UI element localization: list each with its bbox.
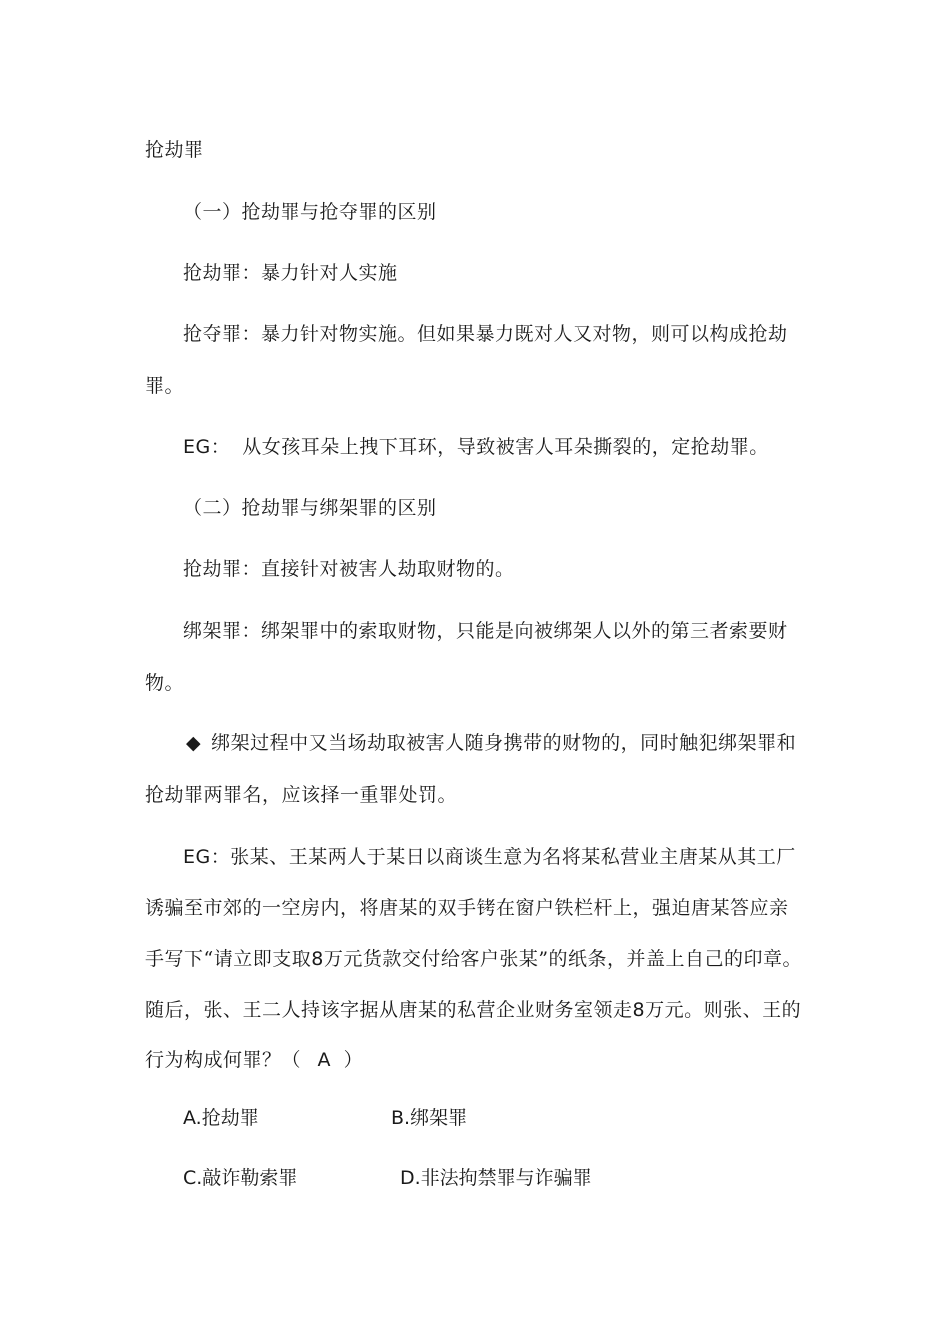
answer-letter: A xyxy=(317,1049,332,1071)
example2-line4-b: 万元。则张、王的 xyxy=(645,999,802,1021)
note-text-line1: 绑架过程中又当场劫取被害人随身携带的财物的，同时触犯绑架罪和 xyxy=(211,732,797,754)
snatching-definition-line2: 罪。 xyxy=(145,375,185,397)
example2-line4 xyxy=(145,998,801,1022)
note-line2: 抢劫罪两罪名，应该择一重罪处罚。 xyxy=(145,784,458,806)
kidnap-definition-line1: 绑架罪：绑架罪中的索取财物，只能是向被绑架人以外的第三者索要财 xyxy=(183,620,788,642)
option-d xyxy=(400,1166,592,1190)
question-prompt: 行为构成何罪？（ xyxy=(145,1049,308,1071)
doc-title: 抢劫罪 xyxy=(145,139,204,161)
section1-heading: （一）抢劫罪与抢夺罪的区别 xyxy=(183,201,437,223)
section2-heading: （二）抢劫罪与绑架罪的区别 xyxy=(183,497,437,519)
option-c-text: 敲诈勒索罪 xyxy=(202,1167,298,1189)
snatching-definition-line1: 抢夺罪：暴力针对物实施。但如果暴力既对人又对物，则可以构成抢劫 xyxy=(183,323,788,345)
option-b-letter: B. xyxy=(391,1107,411,1129)
example2-line2: 诱骗至市郊的一空房内，将唐某的双手铐在窗户铁栏杆上，强迫唐某答应亲 xyxy=(145,897,789,919)
example2-text-line1: 张某、王某两人于某日以商谈生意为名将某私营业主唐某从其工厂 xyxy=(230,846,796,868)
example1-label: EG： xyxy=(183,436,231,458)
option-b xyxy=(391,1106,467,1130)
example2-line3 xyxy=(145,947,802,971)
example2-line3-b: 万元货款交付给客户张某”的纸条，并盖上自己的印章。 xyxy=(323,948,803,970)
example2-line3-a: 手写下“请立即支取 xyxy=(145,948,312,970)
example2-line4-a: 随后，张、王二人持该字据从唐某的私营企业财务室领走 xyxy=(145,999,633,1021)
option-d-text: 非法拘禁罪与诈骗罪 xyxy=(420,1167,592,1189)
example1-text: 从女孩耳朵上拽下耳环，导致被害人耳朵撕裂的，定抢劫罪。 xyxy=(242,436,769,458)
robbery-definition: 抢劫罪：暴力针对人实施 xyxy=(183,262,398,284)
example2-amount-2: 8 xyxy=(632,999,646,1021)
bullet-icon: ◆ xyxy=(186,732,202,754)
note-line1 xyxy=(186,731,796,755)
example1 xyxy=(183,435,769,459)
example2-line1 xyxy=(183,845,796,869)
option-d-letter: D. xyxy=(400,1167,421,1189)
example2-label: EG： xyxy=(183,846,231,868)
example2-amount: 8 xyxy=(311,948,324,970)
option-b-text: 绑架罪 xyxy=(410,1107,468,1129)
option-c xyxy=(183,1166,297,1190)
kidnap-definition-line2: 物。 xyxy=(145,672,185,694)
option-c-letter: C. xyxy=(183,1167,203,1189)
option-a-text: 抢劫罪 xyxy=(201,1107,259,1129)
robbery-definition-2: 抢劫罪：直接针对被害人劫取财物的。 xyxy=(183,558,515,580)
option-a xyxy=(183,1106,259,1130)
option-a-letter: A. xyxy=(183,1107,202,1129)
question-close: ） xyxy=(337,1049,364,1071)
example2-line5 xyxy=(145,1048,363,1072)
